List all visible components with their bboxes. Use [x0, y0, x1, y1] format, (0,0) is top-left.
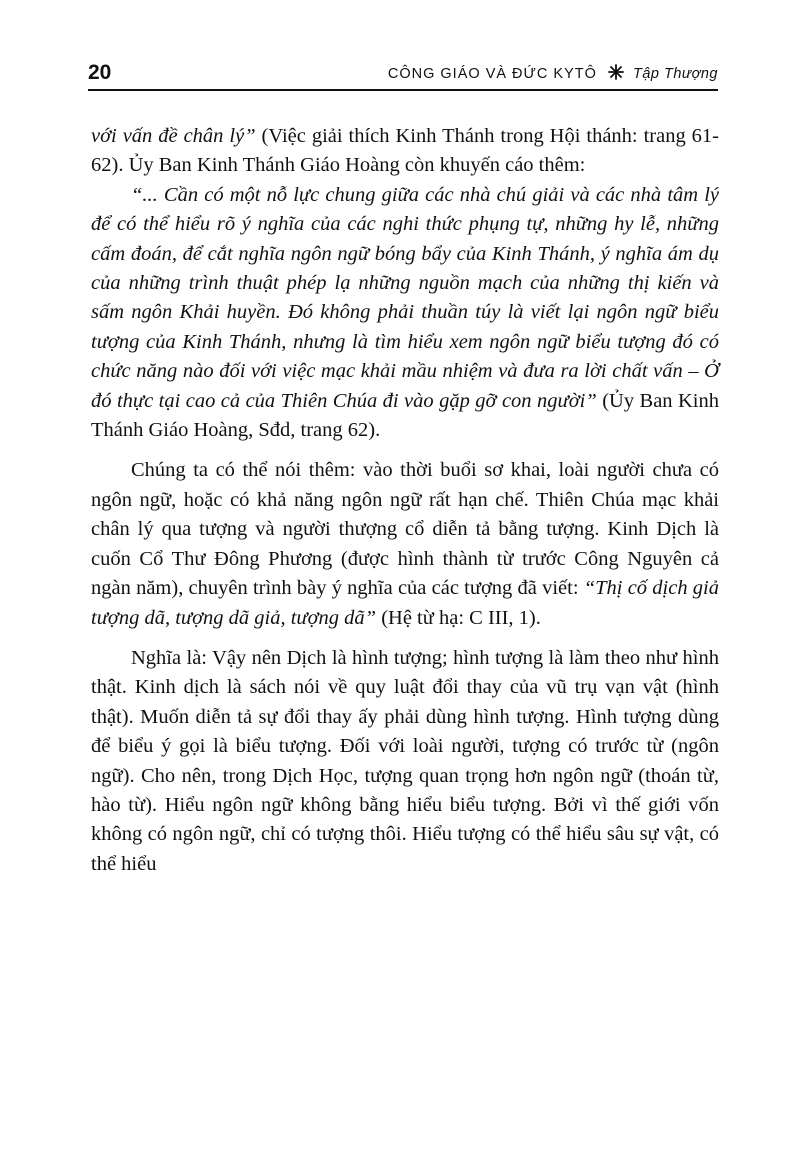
- paragraph-continuation: [91, 122, 719, 181]
- header-rule: [88, 89, 718, 91]
- running-head: [388, 62, 718, 86]
- paragraph: Nghĩa là: Vậy nên Dịch là hình tượng; hình tượng là làm theo như hình thật. Kinh dịch là sách nói về quy luật đổi thay của vũ trụ vạn vật (hình thật). Muốn diễn tả sự đổi thay ấy phải dùng hình tượng. Hình tượng dùng để biểu ý gọi là biểu tượng. Đối với loài người, tượng có trước từ (ngôn ngữ). Cho nên, trong Dịch Học, tượng quan trọng hơn ngôn ngữ (thoán từ, hào từ). Hiểu ngôn ngữ không bằng hiểu biểu tượng. Bởi vì thế giới vốn không có ngôn ngữ, chỉ có tượng thôi. Hiểu tượng có thể hiểu sâu sự vật, có thể hiểu: [91, 646, 719, 875]
- italic-phrase: với vấn đề chân lý”: [91, 125, 256, 147]
- volume-label: Tập Thượng: [632, 66, 718, 82]
- quote-source: (Ủy Ban Kinh Thánh Giáo Hoàng, Sđd, trang 62).: [91, 389, 719, 442]
- page-body: [91, 122, 719, 879]
- paragraph-text: (Việc giải thích Kinh Thánh trong Hội thánh: trang 61-62). Ủy Ban Kinh Thánh Giáo Hoàng còn khuyến cáo thêm:: [91, 125, 719, 177]
- block-quote: [91, 181, 719, 446]
- quote-text: “... Cần có một nỗ lực chung giữa các nhà chú giải và các nhà tâm lý để có thể hiểu rõ ý nghĩa của các nghi thức phụng tự, những hy lễ, những cấm đoán, để cắt nghĩa ngôn ngữ bóng bẩy của Kinh Thánh, ý nghĩa ám dụ của những trình thuật phép lạ những nguồn mạch của những thị kiến và sấm ngôn Khải huyền. Đó không phải thuần túy là viết lại ngôn ngữ biểu tượng của Kinh Thánh, nhưng là tìm hiểu xem ngôn ngữ biểu tượng đó có chức năng nào đối với việc mạc khải mầu nhiệm và đưa ra lời chất vấn – Ở đó thực tại cao cả của Thiên Chúa đi vào gặp gỡ con người”: [91, 183, 719, 412]
- citation-reference: (Hệ từ hạ: C III, 1).: [376, 606, 541, 629]
- paragraph: [91, 456, 719, 632]
- italic-citation: “Thị cố dịch giả tượng dã, tượng dã giả, tượng dã”: [91, 577, 719, 629]
- paragraph-text: Chúng ta có thể nói thêm: vào thời buổi sơ khai, loài người chưa có ngôn ngữ, hoặc có khả năng ngôn ngữ rất hạn chế. Thiên Chúa mạc khải chân lý qua tượng và người thượng cổ diễn tả bằng tượng. Kinh Dịch là cuốn Cổ Thư Đông Phương (được hình thành từ trước Công Nguyên cả ngàn năm), chuyên trình bày ý nghĩa của các tượng đã viết:: [91, 459, 719, 600]
- page-header: [88, 60, 718, 92]
- asterisk-ornament-icon: [608, 64, 624, 80]
- book-title: CÔNG GIÁO VÀ ĐỨC KYTÔ: [387, 66, 597, 82]
- page-number: 20: [88, 61, 112, 84]
